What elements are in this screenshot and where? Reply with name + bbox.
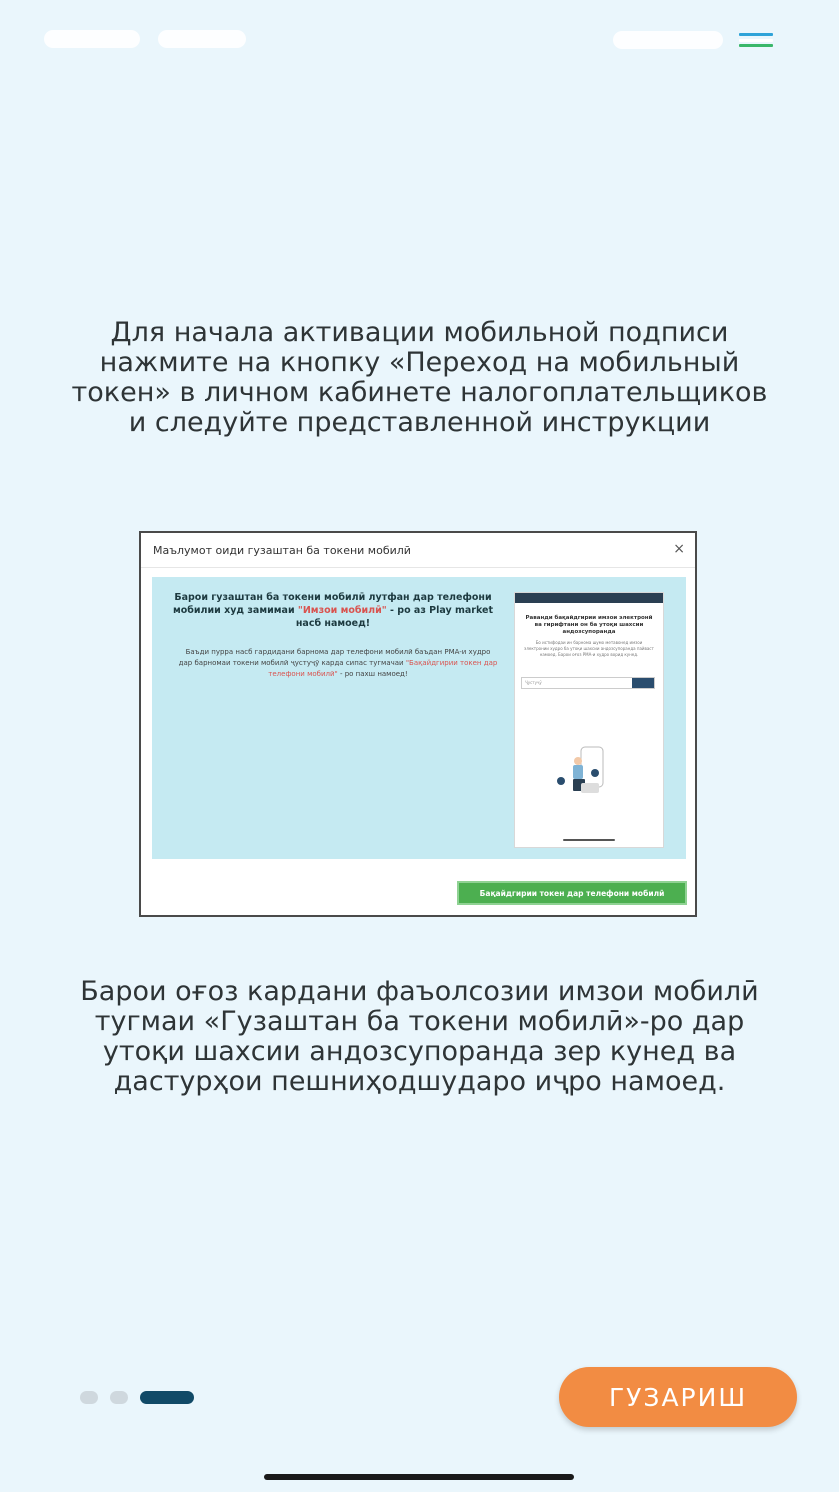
page-indicator (80, 1391, 194, 1404)
status-right (613, 31, 773, 49)
tajikistan-flag-icon (739, 33, 773, 47)
page-dot-1 (80, 1391, 98, 1404)
panel-body-highlight: "Бақайдгирии токен дар телефони мобилӣ" (268, 659, 498, 678)
panel-heading-text: Барои гузаштан ба токени мобилӣ лутфан дар телефони мобилии худ замимаи (172, 592, 492, 616)
page-dot-2 (110, 1391, 128, 1404)
status-bar (0, 0, 839, 80)
next-button[interactable]: ГУЗАРИШ (559, 1367, 797, 1427)
panel-heading-highlight: "Имзои мобилӣ" (297, 605, 387, 616)
panel-body (178, 647, 498, 680)
phone-search-button (632, 678, 654, 688)
modal-panel (152, 577, 686, 859)
phone-subtext: Бо истифодаи ин барнома шумо метавонед имзои электронии худро ба утоқи шахсии андозсупоранда пайваст намоед. Барои оғоз РМА-и худро ворид кунед. (524, 640, 654, 657)
instruction-tajik: Барои оғоз кардани фаъолсозии имзои мобилӣ тугмаи «Гузаштан ба токени мобилӣ»-ро дар утоқи шахсии андозсупоранда зер кунед ва дастурҳои пешниҳодшударо иҷро намоед. (80, 976, 759, 1097)
status-icons-blurred (613, 31, 723, 49)
phone-preview (514, 592, 664, 848)
panel-body-text: Баъди пурра насб гардидани барнома дар телефони мобилӣ баъдан PMA-и худро дар барномаи токени мобилӣ ҷустуҷӯ карда сипас тугмачаи (178, 648, 491, 667)
page-dot-3-active (140, 1391, 194, 1404)
phone-heading: Раванди бақайдгирии имзои электронӣ ва гирифтани он ба утоқи шахсии андозсупоранда (525, 615, 653, 635)
phone-home-bar (563, 839, 615, 841)
phone-search-placeholder: Ҷустуҷӯ (525, 680, 542, 685)
phone-status-bar (515, 593, 663, 603)
phone-search-field (521, 677, 655, 689)
home-indicator[interactable] (264, 1474, 574, 1480)
instruction-russian: Для начала активации мобильной подписи нажмите на кнопку «Переход на мобильный токен» в личном кабинете налогоплательщиков и следуйте представленной инструкции (71, 317, 768, 438)
modal-title: Маълумот оиди гузаштан ба токени мобилӣ (153, 544, 411, 557)
panel-heading-text-end: - ро аз Play market насб намоед! (295, 605, 494, 629)
register-token-button: Бақайдгирии токен дар телефони мобилӣ (459, 883, 685, 903)
modal-divider (141, 567, 695, 568)
panel-body-text-end: - ро пахш намоед! (337, 670, 408, 678)
close-icon: × (673, 541, 685, 557)
status-left-blurred (44, 30, 246, 48)
modal-screenshot (139, 531, 697, 917)
panel-heading (168, 591, 498, 630)
person-with-phone-illustration (551, 743, 621, 805)
